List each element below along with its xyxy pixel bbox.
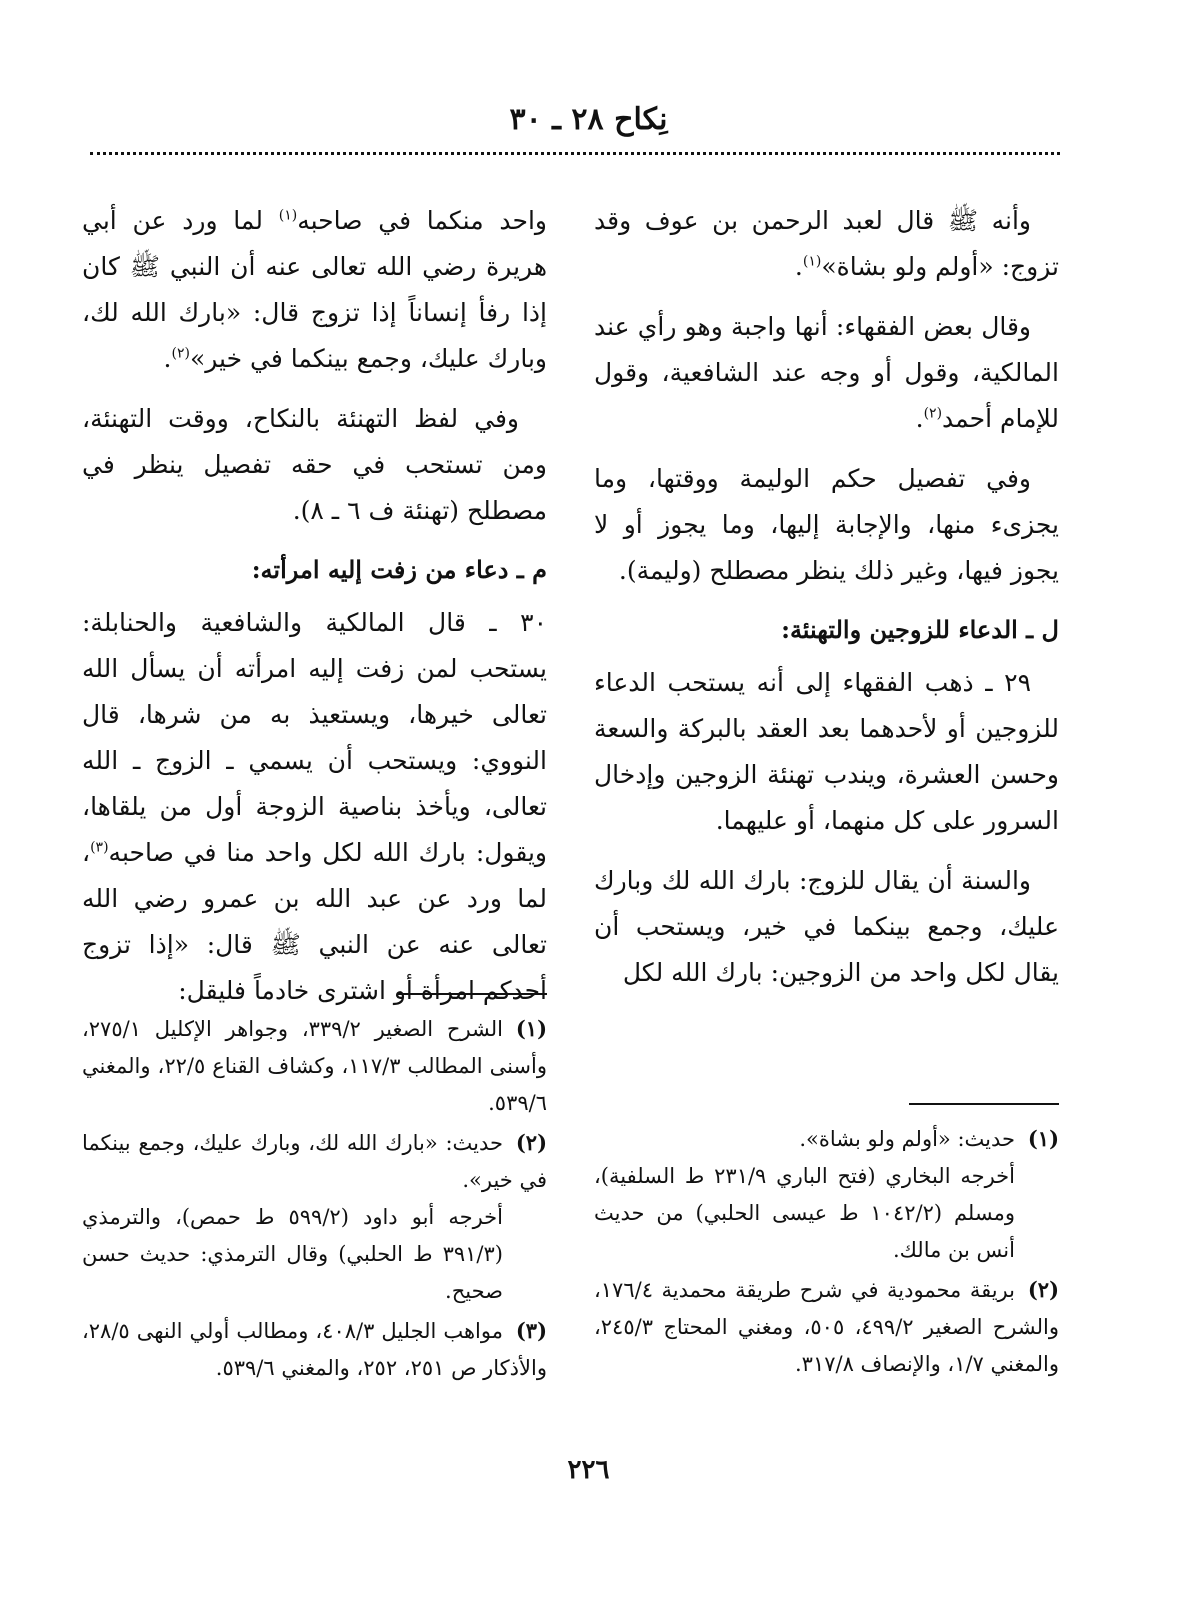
footnote-item (594, 1271, 1059, 1383)
header-dotted-rule (90, 152, 1060, 155)
footnote-text: حديث: «بارك الله لك، وبارك عليك، وجمع بينكما في خير». (82, 1131, 547, 1192)
page-number: ٢٢٦ (567, 1455, 610, 1485)
paragraph: ٢٩ ـ ذهب الفقهاء إلى أنه يستحب الدعاء للزوجين أو لأحدهما بعد العقد بالبركة والسعة وحسن العشرة، ويندب تهنئة الزوجين وإدخال السرور على كل منهما، أو عليهما. (594, 668, 1059, 835)
paragraph: واحد منكما في صاحبه$^{(١)}$ لما ورد عن أبي هريرة رضي الله تعالى عنه أن النبي ﷺ كان إذا رفأ إنساناً إذا تزوج قال: «بارك الله لك، وبارك عليك، وجمع بينكما في خير»$^{(٢)}$. (82, 206, 547, 373)
paragraph: ٣٠ ـ قال المالكية والشافعية والحنابلة: يستحب لمن زفت إليه امرأته أن يسأل الله تعالى خيرها، ويستعيذ به من شرها، قال النووي: ويستحب أن يسمي ـ الزوج ـ الله تعالى، ويأخذ بناصية الزوجة أول من يلقاها، ويقول: بارك الله لكل واحد منا في صاحبه$^{(٣)}$، لما ورد عن عبد الله بن عمرو رضي الله تعالى عنه عن النبي ﷺ قال: «إذا تزوج أحدكم امرأة أو اشترى خادماً فليقل: (82, 608, 547, 1005)
paragraph: وقال بعض الفقهاء: أنها واجبة وهو رأي عند المالكية، وقول أو وجه عند الشافعية، وقول للإمام أحمد$^{(٢)}$. (594, 312, 1059, 433)
footnote-ref[interactable]: (٣) (90, 839, 109, 856)
paragraph: وفي تفصيل حكم الوليمة ووقتها، وما يجزىء منها، والإجابة إليها، وما يجوز أو لا يجوز فيها، وغير ذلك ينظر مصطلح (وليمة). (594, 464, 1059, 585)
footnote-text: حديث: «أولم ولو بشاة». (799, 1127, 1015, 1151)
section-heading: ل ـ الدعاء للزوجين والتهنئة: (781, 615, 1059, 644)
paragraph: وفي لفظ التهنئة بالنكاح، ووقت التهنئة، ومن تستحب في حقه تفصيل ينظر في مصطلح (تهنئة ف ٦ ـ ٨). (82, 404, 547, 525)
section-heading: م ـ دعاء من زفت إليه امرأته: (251, 555, 547, 584)
paragraph: والسنة أن يقال للزوج: بارك الله لك وبارك عليك، وجمع بينكما في خير، ويستحب أن يقال لكل واحد من الزوجين: بارك الله لكل (594, 866, 1059, 987)
footnote-number: (١) (515, 1016, 547, 1041)
footnote-ref[interactable]: (١) (278, 207, 298, 224)
footnote-number: (٢) (515, 1130, 547, 1155)
footnotes-right (594, 1120, 1059, 1385)
right-column (594, 198, 1059, 1010)
footnote-item (594, 1120, 1059, 1269)
footnote-ref[interactable]: (١) (802, 253, 822, 270)
footnote-ref[interactable]: (٢) (171, 345, 190, 362)
footnote-text: الشرح الصغير ٣٣٩/٢، وجواهر الإكليل ٢٧٥/١، وأسنى المطالب ١١٧/٣، وكشاف القناع ٢٢/٥، والمغني ٥٣٩/٦. (82, 1017, 548, 1115)
paragraph: وأنه ﷺ قال لعبد الرحمن بن عوف وقد تزوج: «أولم ولو بشاة»$^{(١)}$. (594, 206, 1059, 281)
footnote-number: (٣) (515, 1318, 547, 1343)
left-column (82, 198, 547, 1028)
footnote-item (82, 1124, 547, 1310)
footnote-continuation: أخرجه البخاري (فتح الباري ٢٣١/٩ ط السلفية)، ومسلم (١٠٤٢/٢ ط عيسى الحلبي) من حديث أنس بن مالك. (594, 1164, 1015, 1262)
page-header-title: نِكاح ٢٨ ـ ٣٠ (509, 102, 668, 137)
footnote-separator (909, 1103, 1059, 1105)
footnote-number: (٢) (1027, 1277, 1059, 1302)
footnote-separator (397, 993, 547, 995)
footnote-number: (١) (1027, 1126, 1059, 1151)
footnote-continuation: أخرجه أبو داود (٥٩٩/٢ ط حمص)، والترمذي (٣٩١/٣ ط الحلبي) وقال الترمذي: حديث حسن صحيح. (82, 1205, 503, 1303)
footnotes-left (82, 1010, 547, 1389)
footnote-ref[interactable]: (٢) (923, 405, 943, 422)
footnote-item (82, 1010, 547, 1122)
footnote-item (82, 1312, 547, 1387)
footnote-text: مواهب الجليل ٤٠٨/٣، ومطالب أولي النهى ٢٨/٥، والأذكار ص ٢٥١، ٢٥٢، والمغني ٥٣٩/٦. (82, 1319, 547, 1380)
footnote-text: بريقة محمودية في شرح طريقة محمدية ١٧٦/٤، والشرح الصغير ٤٩٩/٢، ٥٠٥، ومغني المحتاج ٢٤٥/٣، والمغني ١/٧، والإنصاف ٣١٧/٨. (594, 1278, 1060, 1376)
